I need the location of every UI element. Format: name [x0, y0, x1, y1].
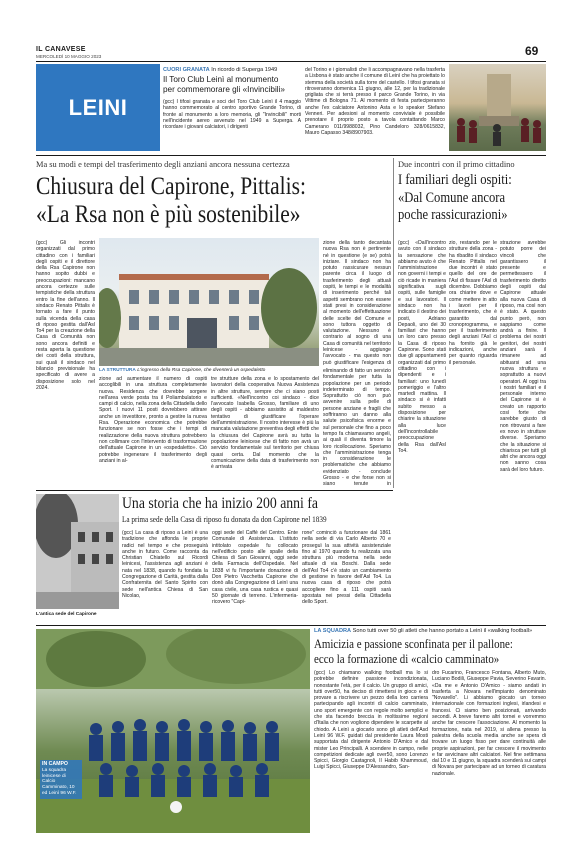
storia-photo-caption: L'antica sede del Capirone: [36, 612, 97, 617]
rsa-body-col3: tre strutture della zona e lo spostamento del lavoratori della cooperativa Nuova Assistenza in altre strutture, sempre che ci siano posti sufficienti. «Nell'incontro coi sindaco - dice l'avvocato Isabella Grosso, familiare di uno degli ospiti - abbiamo assistito al maldestro tentativo di giustificare l'operare dell'amministrazione. Il nostro interesse è più la mancata valutazione preventiva degli effetti che la chiusura del Capirone avrà su tutta la popolazione leinicese che di fatto non avrà un servizio fondamentale sul territorio per chiusa quasi certa. Dal momento che la comunicazione della data di trasferimento non è arrivata: [211, 376, 319, 471]
familiari-title-line1: I familiari degli ospiti:: [398, 172, 512, 188]
storia-photo: [36, 494, 119, 609]
toro-title-line1: Il Toro Club Leinì al monumento: [163, 75, 279, 84]
paper-name: IL CANAVESE: [36, 46, 86, 53]
calcio-kicker: [314, 628, 532, 634]
calcio-kicker-tag: LA SQUADRA: [314, 628, 352, 634]
toro-kicker: [163, 67, 277, 73]
divider-1: [36, 155, 546, 156]
calcio-photo-caption-text: La squadra leinicese di Calcio Camminato, 10 ed Leinì 96 W.F.: [42, 767, 77, 796]
toro-title: [163, 75, 303, 95]
rsa-photo: [99, 238, 319, 366]
storia-photo-art: [36, 494, 119, 609]
rsa-body-col1: (gcc) Gli incontri organizzati dal primo cittadino con i familiari degli ospiti e il direttore della Rsa Capirone non hanno sopito dubbi e preoccupazioni: mancano ancora certezze sulle tempistiche della struttura entro la fine dell'anno. Il sindaco Renato Pittalis è tornato a fare il punto sulla vicenda della casa di riposo gestita dall'Asl To4 per la creazione della Casa di Comunità non sono ancora definiti e resta aperta la questione dei costi della struttura, sui quali il sindaco nel bilancio previsionale ha specificato di avere a disposizione solo nel 2024.: [36, 240, 95, 391]
storia-body-col2: oggi sede del Caffè del Centro. Ente Comunale di Assistenza. L'istituto intitolato ospedale fu collocato nell'edificio posto alle spalle della Chiesa di San Giovanni, oggi sede della Farmacia dell'Ospedale. Nel 1838 vi fu l'importante donazione di Don Pietro Vacchetta Capirone che donò alla Congregazione di Leinì una casa civile, una casa rustica e quasi 50 giornate di terreno. L'infermeria-ricovero "Capi-: [212, 530, 298, 606]
familiari-title-line3: poche rassicurazioni»: [398, 207, 508, 223]
calcio-title-line1: Amicizia e passione sconfinata per il pallone:: [314, 636, 513, 651]
header-rule: [36, 61, 546, 62]
toro-body-col2: del Torino e i giornalisti che li accompagnavano nella trasferta a Lisbona è stato anche il comune di Leinì che ha proiettato lo stemma della società sulla torre del castello. I tifosi granata si ritroveranno domenica 11 giugno, alle 12, per la tradizionale grigliata che si terrà presso il parco Grande Torino, in via Vittime di Bologna 71. Al momento di festa parteciperanno anche l'ex calciatore Antonino Asta e lo speaker Stefano Venneri. Per adesioni al momento conviviale è possibile prenotare il proprio posto a tavola contattando Marco Camerano 011/9988032, Pino Candeloro 328/0615832, Mauro Capasso 348/8907903.: [305, 67, 445, 136]
toro-kicker-tag: CUORI GRANATA: [163, 67, 210, 73]
calcio-photo-art: [36, 629, 310, 833]
calcio-body-col1: (gcc) Lo chiamano walking football ma lo si potrebbe definire passione incondizionata, nonostante l'età, per il calcio. Un gruppo di amici, tutti over50, ha deciso di rimettersi in gioco e di provare a riscrivere un pezzo della loro carriera partecipando agli incontri di calcio camminato, uno sport emergente con regole molto semplici e che sta facendo breccia in moltissime regioni d'Italia che non vogliono dipendere le scarpette al chiodo. A Leinì a giocarlo sono gli atleti dell'Asd Leinì 96 W.F. guidati dal presidente Laura Mosti supportata dal dirigente Antonio D'Amico e dal mister Leo Principalli. A scendere in campo, nelle competizioni dedicate agli over50, sono Lorenzo Spicci, Giorgio Castagnoli, Il Habib Khammoud, Luigi Spicci, Giuseppe D'Alessandro, San-: [314, 670, 428, 771]
rsa-photo-caption: [99, 368, 319, 373]
familiari-body-col3: strazione avrebbe potuto porre dei vincoli che garantissero il presente e permettessero il trasferimento diretto degli ospiti dal Capirone attuale alla nuova Casa di riposo, ma così non è stato. A questo punto però, non sappiamo come andrà a finire. Il problema dei nostri genitori, dei nostri anziani sarà il rimanere ad abituarsi ad una nuova struttura e soprattutto a nuovi operatori. Al oggi tra i nostri familiari e il personale interno del Capirone si è creato un rapporto così forte che sarebbe giusto di non ritrovarsi a fare ex novo in strutture diverse. Speriamo che la situazione si chiarisca per tutti gli altri che ancora oggi non sanno cosa sarà del loro futuro.: [500, 240, 546, 473]
rsa-title-line1: Chiusura del Capirone, Pittalis:: [36, 173, 306, 200]
rsa-title-line2: «La Rsa non è più sostenibile»: [36, 201, 301, 228]
storia-body-col1: (gcc) La casa di riposo a Leinì è una tradizione che affonda le proprie radici nel tempo e che proseguirà anche in futuro. Come racconta da Christian Chiatello sul Ricordi leinicesi, l'assistenza agli anziani è nata nel 1838, quando fu fondata la Congregazione di Carità, gestita dalla Confraternita del Santo Spirito con sede nell'antica Chiesa di San Nicolao,: [122, 530, 208, 599]
calcio-photo-label: IN CAMPO: [42, 761, 68, 767]
divider-3: [36, 625, 546, 626]
rsa-title: [36, 173, 341, 229]
toro-kicker-text: In ricordo di Superga 1949: [211, 67, 278, 73]
calcio-body-col2: dro Fucarino, Francesco Fontana, Alberto Muto, Luciano Bodili, Giuseppe Pavia, Severino Favarin. «Da me e Antonio D'Amico - siamo andati in trasferta a Novara nell'impianto denominato "Novarello". Li abbiamo giocato un torneo internazionale con formazioni inglesi, irlandesi e francesi. Ci siamo ben posizionati, arrivando secondi. A breve faremo altri tornei e vorremmo anche far crescere l'associazione. Al momento la formazione, nata nel 2019, si allena presso la palestra della scuola media anche se spera di trovare un luogo fisso per dare continuità alle proprie aspirazioni, per far crescere il movimento e far avvicinare altri calciatori. Nel fine settimana dal 10 e 11 giugno, la squadra scenderà sui campi di Novara per partecipare ad un torneo di caratura nazionale.: [432, 670, 546, 777]
calcio-title: [314, 636, 513, 666]
section-name: LEINI: [68, 94, 128, 120]
rsa-photo-art: [99, 238, 319, 366]
familiari-title-line2: «Dal Comune ancora: [398, 189, 506, 206]
toro-title-line2: per commemorare gli «Invincibili»: [163, 85, 285, 94]
rsa-body-col2: zione ad aumentare il numero di ospiti accoglibili in una struttura completamente nuova. Residenza che dovrebbe sorgere nell'area verde posta tra il Poliambulatorio e campi di calcio, nella zona della Cittadella dello Sport. I nuovi 11 posti dovrebbero attirare anche un investitore, pronto a gestire la nuova Rsa. Operazione economica che potrebbe funzionare se non fosse che i tempi di realizzazione della nuova struttura potrebbero non collimare con l'intervento di trasformazione dell'attuale Capirone in un «ospedaletto». Ciò potrebbe ingenerare il trasferimento degli anziani in al-: [99, 376, 207, 464]
issue-date: MERCOLEDÌ 10 MAGGIO 2023: [36, 54, 102, 59]
divider-2: [36, 490, 393, 491]
familiari-body-col1: (gcc) «Dall'incontro avuto con il sindaco la sensazione che abbiamo avuto è che l'amministrazione non governi i tempi e ciò ricade in maniera significativa sugli ospiti, sulle famiglie e sui lavoratori. Il sindaco non ha indicato il destino dei posti, Adriano Depaoli, uno dei 30 familiari che hanno un loro caro presso la Casa di riposo Capirone. Sono stati due gli appuntamenti organizzati dal primo cittadino con i dipendenti e i familiari: uno lunedì pomeriggio e l'altro martedì mattina. Il sindaco si è infatti subito messo a disposizione per chiarire la situazione alla luce dell'incontrollabile preoccupazione della Rsa dall'Asl To4.: [398, 240, 446, 454]
calcio-title-line2: ecco la formazione di «calcio camminato»: [314, 651, 500, 666]
rsa-caption-label: LA STRUTTURA: [99, 368, 136, 373]
section-banner: [36, 64, 160, 151]
storia-subtitle: La prima sede della Casa di riposo fu donata da don Capirone nel 1839: [122, 515, 327, 524]
calcio-photo: [36, 629, 310, 833]
rsa-caption-text: L'ingresso della Rsa Capirone, che diventerà un ospedaletto: [137, 368, 266, 373]
familiari-title: [398, 172, 524, 225]
familiari-body-col2: zio, restando per le strutture della zona - ha ribadito il sindaco Renato Pittalis nel due incontri è stato quello del ore de l'Asl di fissare l'Asl di dicembre. Dobbiamo ora chiarire dove e come mettere in atto i lavori per il trasferimento, che è garantito dal cronoprogramma, e per il trasferimento degli anziani l'Asl ci ha fornito già le indicazioni, anche per quanto riguarda il personale.: [449, 240, 497, 366]
rsa-body-col4: zione della tanto decantata nuova Rsa non è pertinente né in questione (e se) potrà iniziare. Il sindaco non ha potuto rassicurare nessun parente circa il luogo di trasferimento degli attuali ospiti, le tempi e le modalità di inserimento perché tali aspetti sembrano non essere stati presi in considerazione al momento dell'effettuazione delle scelte del Comune e sono tuttora oggetto di valutazione. Nessuno è contrario al sogno di una Casa di comunità nel territorio leinicese - aggiunge l'avvocato - ma questo non può giustificare l'esigenza di: [323, 240, 391, 366]
toro-photo: [449, 64, 546, 151]
rsa-body-col5: eliminando di fatto un servizio fondamentale per tutta la popolazione per un periodo indeterminato di tempo. Soprattutto ciò non può avvenire sulla pelle di persone anziane e fragili che soffriranno un danno alla salute psicofisica enorme e sul personale che fino a poco tempo fa chiamavamo angeli, ai quali il diventa timore la loro ricollocazione. Speriamo che l'amministrazione tenga in considerazione le problematiche che abbiamo evidenziato - conclude Grosso - e che forse non si siano tenute in: [323, 368, 391, 486]
toro-photo-art: [449, 64, 546, 151]
calcio-kicker-text: Sono tutti over 50 gli atleti che hanno portato a Leinì il «walking football»: [352, 628, 533, 634]
rsa-kicker: Ma su modi e tempi del trasferimento degli anziani ancora nessuna certezza: [36, 160, 290, 169]
calcio-photo-caption: [40, 760, 82, 799]
storia-body-col3: rone" cominciò a funzionare dal 1861 nella sede di via Carlo Alberto 70 e proseguì la sua attività assistenziale fino al 1970 quando fu realizzata una struttura più moderna nella sede attuale di via Boschi. Dalla sede dell'Asl To4 c'è stato un cambiamento di gestione in favore dell'Asl To4. La nuova casa di riposo che potrà accogliere fino a 111 ospiti sarà spostata nei pressi della Cittadella dello Sport.: [302, 530, 391, 606]
storia-title: Una storia che ha inizio 200 anni fa: [122, 495, 319, 512]
familiari-kicker: Due incontri con il primo cittadino: [398, 160, 515, 169]
column-divider: [393, 158, 394, 488]
page-number: 69: [525, 44, 539, 58]
toro-body-col1: (gcc) I tifosi granata e soci del Toro Club Leinì il 4 maggio hanno commemorato al centro sportivo Grande Torino, di fronte al monumento a loro memoria, gli "Invincibili" morti nell'incidente aereo avvenuto nel 1949 a Superga. A ricordare i giovani calciatori, i dirigenti: [163, 99, 301, 131]
